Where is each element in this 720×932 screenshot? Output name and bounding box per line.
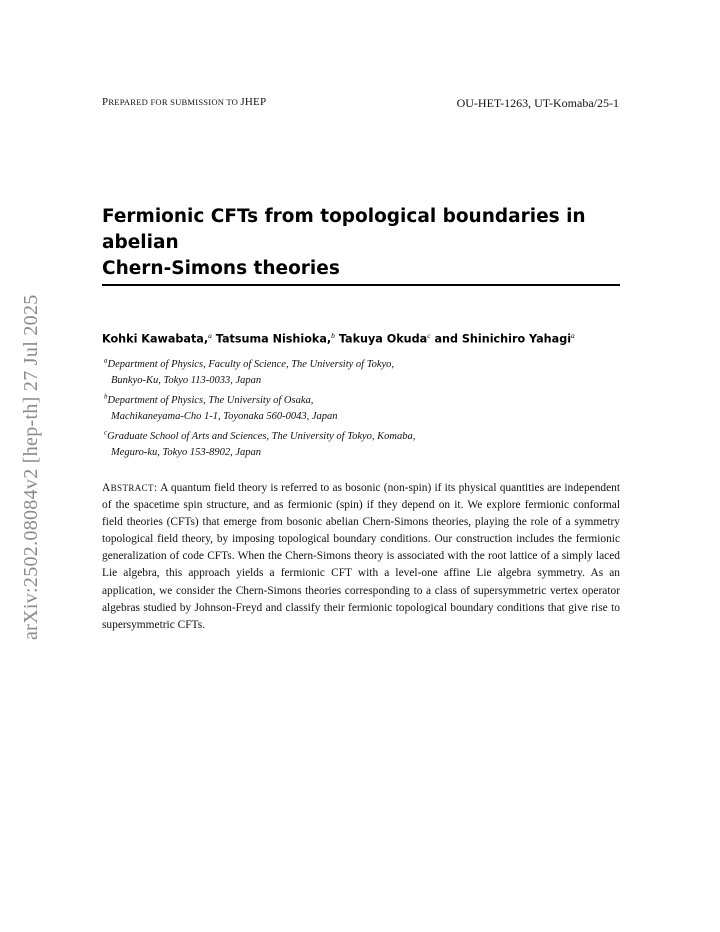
- arxiv-identifier[interactable]: arXiv:2502.08084v2 [hep-th] 27 Jul 2025: [20, 294, 42, 640]
- author-name: Takuya Okuda: [338, 332, 428, 346]
- author-mark: b: [331, 331, 335, 340]
- author-mark: a: [571, 331, 575, 340]
- title-line-2: Chern-Simons theories: [102, 258, 340, 279]
- author-list: [102, 331, 575, 346]
- affiliation-mark: c: [104, 428, 108, 436]
- affiliation-line: Department of Physics, The University of Osaka,: [107, 394, 314, 406]
- author-name: Shinichiro Yahagi: [461, 332, 572, 346]
- paper-title: [102, 204, 632, 282]
- affiliation-line: Graduate School of Arts and Sciences, The University of Tokyo, Komaba,: [107, 430, 416, 442]
- abstract-text: A quantum field theory is referred to as bosonic (non-spin) if its physical quantities are independent of the spacetime spin structure, and as fermionic (spin) if they depend on it. We explore fermionic conformal field theories (CFTs) that emerge from bosonic abelian Chern-Simons theories, playing the role of a symmetry topological field theory, by imposing topological boundary conditions. Our construction includes the fermionic generalization of code CFTs. When the Chern-Simons theory is associated with the root lattice of a simply laced Lie algebra, this approach yields a fermionic CFT with a level-one affine Lie algebra symmetry. As an application, we consider the Chern-Simons theories corresponding to a class of supersymmetric vertex operator algebras studied by Johnson-Freyd and classify their fermionic topological boundary conditions that give rise to supersymmetric CFTs.: [102, 482, 620, 631]
- author-mark: a: [208, 331, 212, 340]
- affiliation-mark: a: [104, 356, 108, 364]
- affiliation-line: Machikaneyama-Cho 1-1, Toyonaka 560-0043, Japan: [111, 410, 338, 422]
- title-line-1: Fermionic CFTs from topological boundaries in abelian: [102, 206, 586, 253]
- abstract: [102, 480, 620, 634]
- author-name: Tatsuma Nishioka,: [215, 332, 332, 346]
- affiliation: [104, 388, 338, 425]
- journal-header: [102, 96, 266, 108]
- report-number: OU-HET-1263, UT-Komaba/25-1: [456, 96, 619, 110]
- author-name: Kohki Kawabata,: [102, 332, 209, 346]
- affiliation: [104, 352, 394, 389]
- abstract-heading: ABSTRACT:: [102, 482, 158, 494]
- title-rule: [102, 284, 620, 286]
- author-mark: c: [427, 331, 431, 340]
- affiliation-mark: b: [104, 392, 108, 400]
- author-conjunction: and: [434, 332, 458, 346]
- affiliation-line: Department of Physics, Faculty of Science, The University of Tokyo,: [107, 358, 395, 370]
- affiliation-line: Bunkyo-Ku, Tokyo 113-0033, Japan: [111, 374, 262, 386]
- journal-header-text: PREPARED FOR SUBMISSION TO JHEP: [102, 96, 267, 108]
- affiliation-line: Meguro-ku, Tokyo 153-8902, Japan: [111, 446, 261, 458]
- affiliation: [104, 424, 415, 461]
